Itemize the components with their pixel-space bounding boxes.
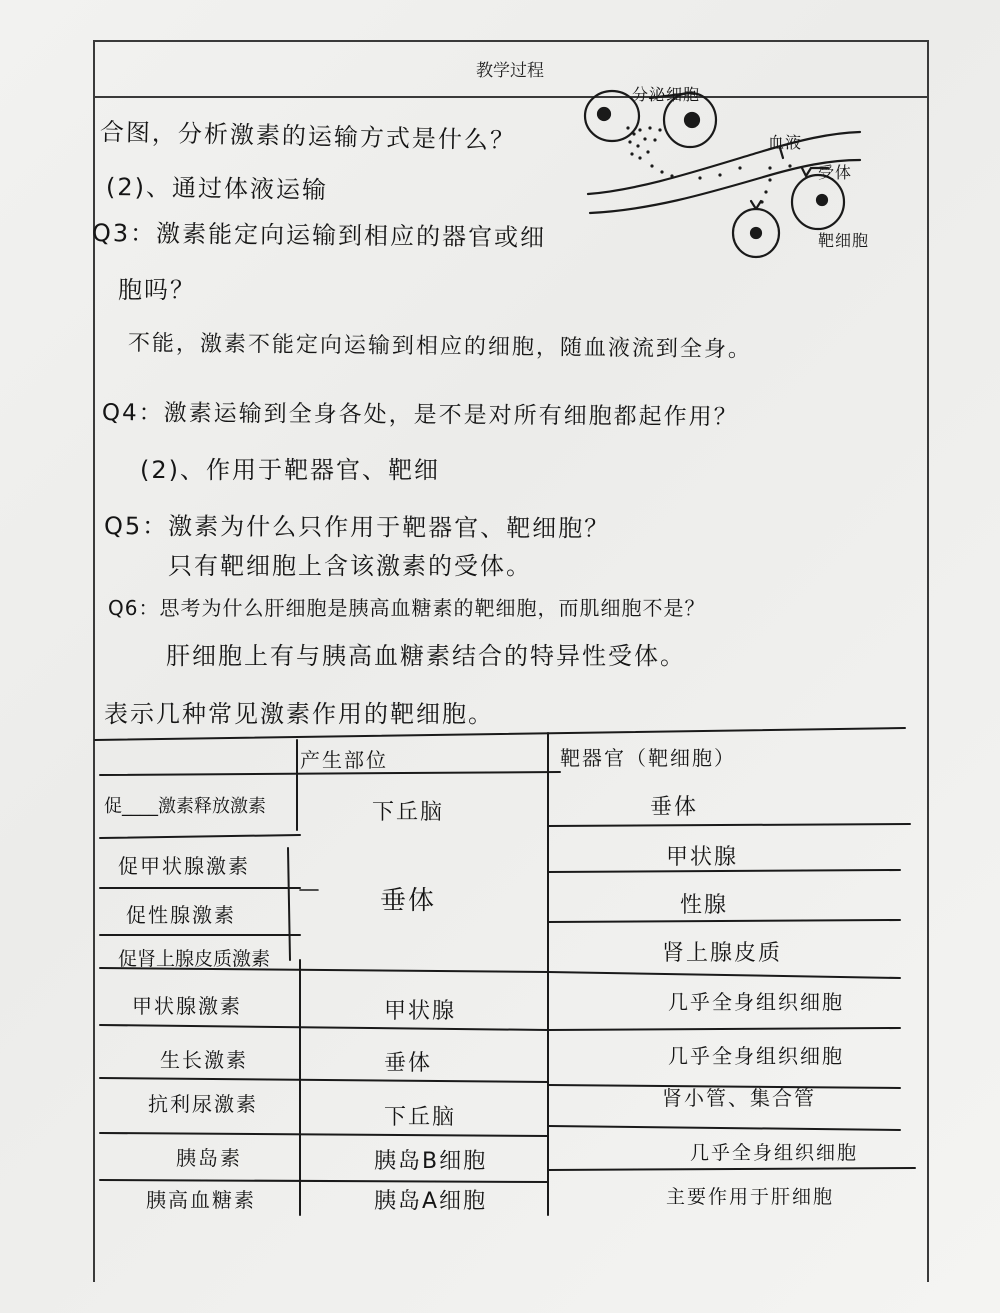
row-target-adh: 肾小管、集合管 — [662, 1086, 816, 1110]
table-header-target: 靶器官（靶细胞） — [560, 746, 736, 770]
row-target-gh: 几乎全身组织细胞 — [668, 1044, 844, 1068]
row-site-trh: 下丘脑 — [372, 800, 445, 825]
row-site-pituitary: 垂体 — [380, 886, 437, 916]
table-header-site: 产生部位 — [300, 748, 388, 772]
row-hormone-adh: 抗利尿激素 — [148, 1092, 258, 1116]
row-target-trh: 垂体 — [650, 795, 699, 820]
label-blood-vessel: 血液 — [768, 133, 803, 152]
answer-q4: (2)、作用于靶器官、靶细 — [140, 456, 440, 484]
row-hormone-insulin: 胰岛素 — [176, 1146, 242, 1170]
row-site-adh: 下丘脑 — [384, 1105, 457, 1130]
row-target-insulin: 几乎全身组织细胞 — [690, 1142, 859, 1164]
row-target-glucagon: 主要作用于肝细胞 — [666, 1186, 835, 1208]
answer-q6: 肝细胞上有与胰高血糖素结合的特异性受体。 — [166, 642, 686, 670]
row-target-thyroxine: 几乎全身组织细胞 — [668, 990, 844, 1014]
row-site-glucagon: 胰岛A细胞 — [374, 1189, 488, 1214]
table-caption: 表示几种常见激素作用的靶细胞。 — [104, 700, 494, 728]
row-hormone-thyroxine: 甲状腺激素 — [132, 994, 242, 1018]
row-hormone-glucagon: 胰高血糖素 — [146, 1188, 256, 1212]
row-target-acth: 肾上腺皮质 — [662, 941, 783, 966]
question-q3-continued: 胞吗？ — [118, 276, 196, 304]
row-site-thyroid: 甲状腺 — [384, 999, 457, 1024]
label-target-cell: 靶细胞 — [818, 231, 870, 250]
page-title: 教学过程 — [93, 40, 927, 98]
answer-q3: 不能，激素不能定向运输到相应的细胞，随血液流到全身。 — [127, 331, 753, 363]
question-q5: Q5：激素为什么只作用于靶器官、靶细胞？ — [103, 512, 611, 543]
label-secreting-cell: 分泌细胞 — [632, 85, 701, 104]
question-transport-method: 合图，分析激素的运输方式是什么？ — [99, 118, 517, 155]
row-hormone-acth: 促肾上腺皮质激素 — [118, 948, 271, 970]
row-target-gonadotropin: 性腺 — [680, 893, 729, 918]
question-q4: Q4：激素运输到全身各处，是不是对所有细胞都起作用？ — [101, 400, 739, 431]
answer-body-fluid: (2)、通过体液运输 — [105, 173, 329, 205]
question-q6: Q6：思考为什么肝细胞是胰高血糖素的靶细胞，而肌细胞不是？ — [108, 596, 706, 620]
row-target-tsh: 甲状腺 — [666, 845, 739, 870]
row-hormone-gonadotropin: 促性腺激素 — [126, 903, 236, 927]
row-hormone-trh: 促____激素释放激素 — [104, 796, 266, 817]
answer-q5: 只有靶细胞上含该激素的受体。 — [168, 552, 532, 580]
row-hormone-tsh: 促甲状腺激素 — [118, 854, 250, 878]
row-site-insulin: 胰岛B细胞 — [374, 1149, 488, 1174]
question-q3: Q3：激素能定向运输到相应的器官或细 — [91, 219, 547, 252]
row-site-gh: 垂体 — [384, 1051, 433, 1076]
row-hormone-gh: 生长激素 — [160, 1048, 248, 1072]
label-receptor: 受体 — [818, 163, 853, 182]
